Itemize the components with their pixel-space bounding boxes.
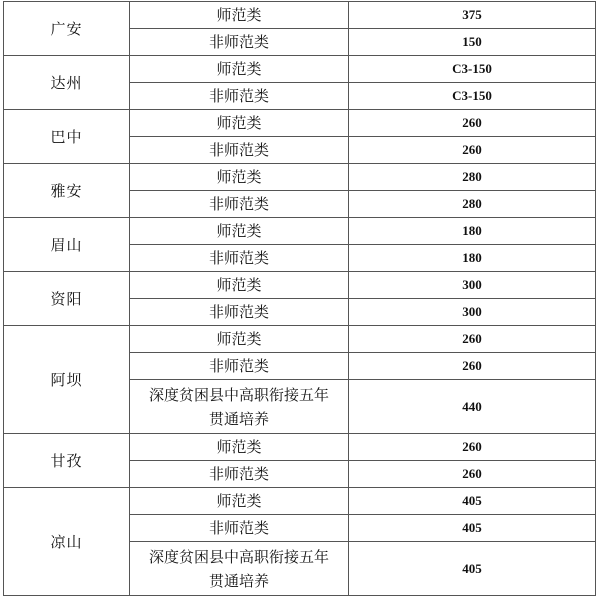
category-cell: 师范类	[130, 434, 349, 461]
score-cell: 150	[349, 29, 596, 56]
category-cell: 非师范类	[130, 191, 349, 218]
score-cell: 405	[349, 488, 596, 515]
category-cell: 师范类	[130, 164, 349, 191]
category-cell: 非师范类	[130, 299, 349, 326]
score-cell: 300	[349, 299, 596, 326]
region-cell: 资阳	[4, 272, 130, 326]
category-cell: 非师范类	[130, 461, 349, 488]
table-row	[4, 326, 596, 353]
score-cell: C3-150	[349, 56, 596, 83]
score-cell: 375	[349, 2, 596, 29]
category-cell: 非师范类	[130, 83, 349, 110]
category-cell: 非师范类	[130, 353, 349, 380]
region-cell: 眉山	[4, 218, 130, 272]
score-cell: 260	[349, 326, 596, 353]
category-cell: 非师范类	[130, 245, 349, 272]
table-row	[4, 110, 596, 137]
score-cell: 180	[349, 245, 596, 272]
category-cell: 师范类	[130, 272, 349, 299]
category-cell: 师范类	[130, 218, 349, 245]
score-cell: 405	[349, 515, 596, 542]
category-line: 深度贫困县中高职衔接五年	[148, 385, 329, 404]
table-row	[4, 272, 596, 299]
score-cell: 260	[349, 434, 596, 461]
table-body	[4, 2, 596, 596]
region-cell: 广安	[4, 2, 130, 56]
category-cell: 非师范类	[130, 137, 349, 164]
table-row	[4, 488, 596, 515]
table-row	[4, 434, 596, 461]
score-cell: C3-150	[349, 83, 596, 110]
score-cell: 300	[349, 272, 596, 299]
score-table	[3, 1, 596, 596]
region-cell: 阿坝	[4, 326, 130, 434]
score-cell: 440	[349, 380, 596, 434]
score-cell: 260	[349, 110, 596, 137]
region-cell: 雅安	[4, 164, 130, 218]
score-cell: 180	[349, 218, 596, 245]
table-row	[4, 2, 596, 29]
region-cell: 甘孜	[4, 434, 130, 488]
category-cell: 师范类	[130, 326, 349, 353]
region-cell: 巴中	[4, 110, 130, 164]
table-row	[4, 218, 596, 245]
category-cell: 师范类	[130, 2, 349, 29]
table-row	[4, 56, 596, 83]
score-cell: 260	[349, 353, 596, 380]
table-row	[4, 164, 596, 191]
score-cell: 280	[349, 164, 596, 191]
category-cell: 师范类	[130, 56, 349, 83]
category-cell	[130, 380, 349, 434]
category-cell: 师范类	[130, 110, 349, 137]
region-cell: 达州	[4, 56, 130, 110]
category-cell: 师范类	[130, 488, 349, 515]
category-cell: 非师范类	[130, 29, 349, 56]
category-cell: 非师范类	[130, 515, 349, 542]
score-cell: 260	[349, 137, 596, 164]
category-line: 贯通培养	[208, 571, 269, 590]
score-cell: 405	[349, 542, 596, 596]
category-cell	[130, 542, 349, 596]
category-line: 深度贫困县中高职衔接五年	[148, 547, 329, 566]
score-cell: 260	[349, 461, 596, 488]
region-cell: 凉山	[4, 488, 130, 596]
score-cell: 280	[349, 191, 596, 218]
category-line: 贯通培养	[208, 409, 269, 428]
